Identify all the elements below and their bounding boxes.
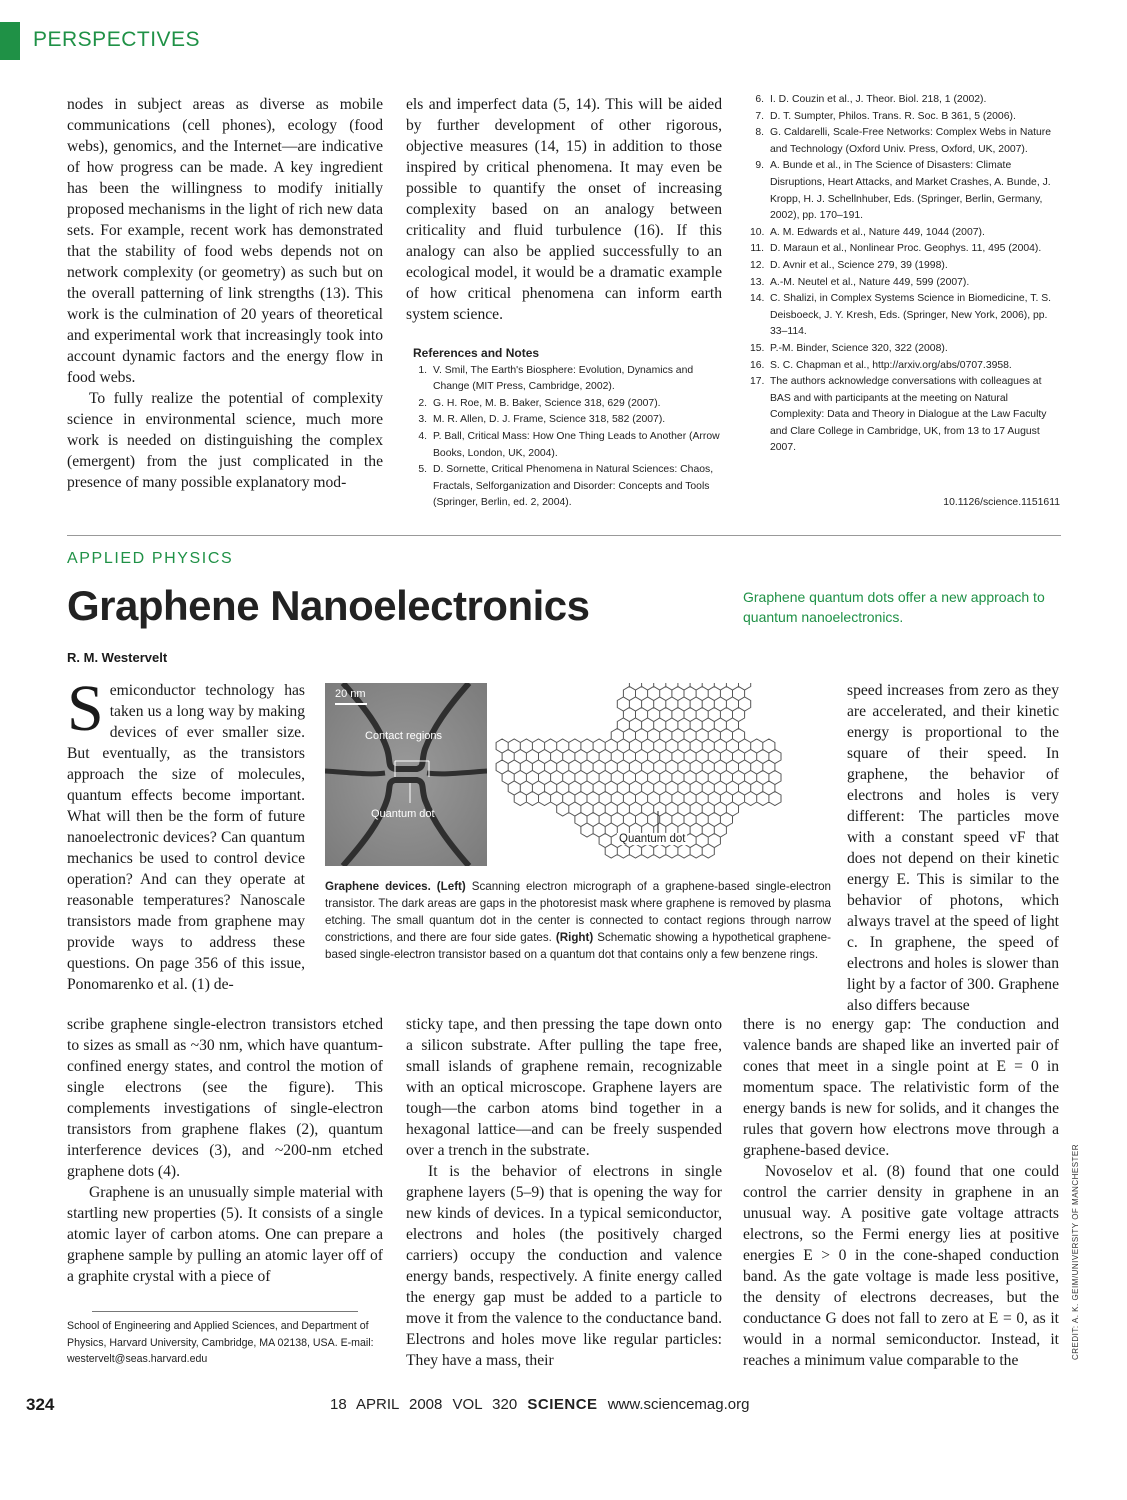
- body-col1-para-1: scribe graphene single-electron transistors etched to sizes as small as ~30 nm, which have quantum-confined energy states, and control the motion of single electrons (see the figure). This complements investigations of single-electron transistors from graphene flakes (2), quantum interference devices (3), and ~200-nm etched graphene dots (4).: [67, 1016, 383, 1180]
- sem-image-graphic: [325, 683, 487, 866]
- footnote-divider: [92, 1311, 358, 1312]
- sem-micrograph: [325, 683, 487, 866]
- body-column-1: [67, 1014, 383, 1287]
- lead-paragraph: Semiconductor technology has taken us a long way by making devices of ever smaller size. But eventually, as the transistors approach the size of molecules, quantum effects become important. What will then be the form of future nanoelectronic devices? Can quantum mechanics be used to control device operation? And can they operate at reasonable temperatures? Nanoscale transistors made from graphene may provide ways to address these questions. On page 356 of this issue, Ponomarenko et al. (1) de-: [67, 672, 305, 993]
- drop-cap: S: [67, 672, 104, 745]
- reference-item: 4. P. Ball, Critical Mass: How One Thing Leads to Another (Arrow Books, London, UK, 2004).: [418, 430, 720, 459]
- contact-regions-label: Contact regions: [365, 730, 443, 742]
- top-column-1: [67, 94, 383, 493]
- body-col2-para-1: sticky tape, and then pressing the tape down onto a silicon substrate. After pulling the tape free, small islands of graphene remain, recognizable with an optical microscope. Graphene layers are tough—the carbon atoms bind together in a hexagonal lattice—and can be freely suspended over a trench in the substrate.: [406, 1016, 722, 1159]
- caption-left-label: (Left): [436, 880, 466, 893]
- section-color-bar: [0, 22, 20, 60]
- references-title: References and Notes: [413, 346, 540, 360]
- reference-item: 15. P.-M. Binder, Science 320, 322 (2008).: [750, 342, 948, 354]
- reference-item: 1. V. Smil, The Earth's Biosphere: Evolution, Dynamics and Change (MIT Press, Cambridge, 2002).: [418, 364, 694, 393]
- reference-item: 6. I. D. Couzin et al., J. Theor. Biol. 218, 1 (2002).: [755, 94, 987, 105]
- reference-item: 3. M. R. Allen, D. J. Frame, Science 318, 582 (2007).: [418, 414, 666, 426]
- reference-item: 10. A. M. Edwards et al., Nature 449, 1044 (2007).: [750, 226, 985, 238]
- reference-item: 17. The authors acknowledge conversations with colleagues at BAS and with participants at the meeting on Natural Complexity: Data and Theory in Dialogue at the Law Faculty and Clare College in Cambridge, UK, from 13 to 17 August 2007.: [750, 376, 1047, 454]
- caption-left-text: Scanning electron micrograph of a graphene-based single-electron transistor. The dark areas are gaps in the photoresist mask where graphene is removed by plasma etching. The small quantum dot in the center is connected to contact regions through narrow constrictions, and there are four side gates.: [325, 880, 831, 944]
- section-divider: [67, 535, 1061, 536]
- top-column-2: [406, 94, 722, 325]
- body-col2-para-2: It is the behavior of electrons in single graphene layers (5–9) that is opening the way for new kinds of devices. In a typical semiconductor, electrons and holes (the positively charged carriers) occupy the conduction and valence energy bands, respectively. A finite energy called the energy gap must be added to a particle to move it from the valence to the conductance band. Electrons and holes move like regular particles: They have a mass, their: [406, 1163, 722, 1369]
- reference-item: 7. D. T. Sumpter, Philos. Trans. R. Soc. B 361, 5 (2006).: [755, 110, 1016, 122]
- article-section-label: APPLIED PHYSICS: [67, 550, 234, 567]
- graphene-schematic: [490, 683, 828, 866]
- footer-info: [330, 1396, 749, 1413]
- body-col1-para-2: Graphene is an unusually simple material with startling new properties (5). It consists of a single atomic layer of carbon atoms. One can prepare a graphene sample by pulling an atomic layer off of a graphite crystal with a piece of: [67, 1184, 383, 1285]
- right-column-top: [847, 680, 1059, 1016]
- caption-right-label: (Right): [555, 931, 594, 944]
- body-col3-para-2: Novoselov et al. (8) found that one could control the carrier density in graphene in an unusual way. A positive gate voltage attracts electrons, so the Fermi energy lies at positive energies E > 0 in the cone-shaped conduction band. As the gate voltage is made less positive, the density of electrons decreases, but the conductance G does not fall to zero at E = 0, as it would in a normal semiconductor. Instead, it reaches a minimum value comparable to the: [743, 1163, 1059, 1369]
- reference-item: 8. G. Caldarelli, Scale-Free Networks: Complex Webs in Nature and Technology (Oxford Univ. Press, Oxford, UK, 2007).: [755, 127, 1052, 155]
- figure-caption: [325, 878, 831, 963]
- article-title: Graphene Nanoelectronics: [67, 582, 590, 629]
- quantum-dot-label-right: Quantum dot: [619, 833, 686, 845]
- right-top-paragraph: speed increases from zero as they are accelerated, and their kinetic energy is proportional to the square of their speed. In graphene, the behavior of electrons and holes is very different: The particles move with a constant speed vF that does not depend on their kinetic energy E. This is similar to the behavior of photons, which always travel at the speed of light c. In graphene, the speed of electrons and holes is slower than light by a factor of 300. Graphene also differs because: [847, 682, 1059, 1014]
- body-column-2: [406, 1014, 722, 1371]
- section-tag: PERSPECTIVES: [33, 28, 201, 51]
- top-col1-para-1: nodes in subject areas as diverse as mobile communications (cell phones), ecology (food webs), genomics, and the Internet—are indicative of how progress can be made. A key ingredient has been the willingness to modify initially proposed mechanisms in the light of rich new data sets. For example, recent work has demonstrated that the stability of food webs depends not on network complexity (or geometry) as such but on the overall patterning of link strengths (13). This work is the culmination of 20 years of theoretical and experimental work that increasingly took into account dynamic factors and the energy flow in food webs.: [67, 96, 383, 386]
- reference-item: 5. D. Sornette, Critical Phenomena in Natural Sciences: Chaos, Fractals, Selforganization and Disorder: Concepts and Tools (Springer, Berlin, ed. 2, 2004).: [418, 464, 714, 509]
- journal-url[interactable]: www.sciencemag.org: [607, 1396, 750, 1413]
- top-col1-para-2: To fully realize the potential of complexity science in environmental science, much more work is needed on distinguishing the complex (emergent) from the just complicated in the presence of many possible explanatory mod-: [67, 390, 383, 491]
- reference-item: 14. C. Shalizi, in Complex Systems Science in Biomedicine, T. S. Deisboeck, J. Y. Kresh, Eds. (Springer, New York, 2006), pp. 33–114.: [750, 293, 1052, 338]
- lead-column: [67, 672, 305, 995]
- body-column-3: [743, 1014, 1059, 1371]
- article-author: R. M. Westervelt: [67, 650, 168, 665]
- volume: VOL 320: [452, 1396, 518, 1413]
- references-block-2: [750, 92, 1062, 457]
- reference-item: 2. G. H. Roe, M. B. Baker, Science 318, 629 (2007).: [418, 397, 661, 409]
- reference-item: 16. S. C. Chapman et al., http://arxiv.org/abs/0707.3958.: [750, 359, 1012, 371]
- reference-item: 13. A.-M. Neutel et al., Nature 449, 599 (2007).: [750, 276, 970, 288]
- issue-date: 18 APRIL 2008: [330, 1396, 443, 1413]
- scale-bar-label: 20 nm: [335, 688, 366, 700]
- top-col2-para: els and imperfect data (5, 14). This will be aided by further development of other rigorous, objective measures (14, 15) in addition to those inspired by critical phenomena. It may even be possible to quantify the onset of increasing complexity based on an analogy between criticality and fluid turbulence (16). If this analogy can also be applied successfully to an ecological model, it would be a dramatic example of how critical phenomena can inform earth system science.: [406, 96, 722, 323]
- image-credit: CREDIT: A. K. GEIM/UNIVERSITY OF MANCHESTER: [1071, 1143, 1080, 1360]
- hex-lattice-path: [496, 683, 781, 858]
- body-col3-para-1: there is no energy gap: The conduction and valence bands are shaped like an inverted pair of cones that meet in a single point at E = 0 in momentum space. The relativistic form of the energy bands is new for solids, and it changes the rules that govern how electrons move through a graphene-based device.: [743, 1016, 1059, 1159]
- quantum-dot-label-left: Quantum dot: [371, 808, 435, 820]
- doi: 10.1126/science.1151611: [943, 497, 1060, 508]
- page-number: 324: [26, 1395, 55, 1414]
- journal-name: SCIENCE: [527, 1396, 598, 1413]
- references-block-1: [413, 345, 722, 512]
- reference-item: 12. D. Avnir et al., Science 279, 39 (1998).: [750, 259, 948, 271]
- reference-item: 9. A. Bunde et al., in The Science of Disasters: Climate Disruptions, Heart Attacks, and Market Crashes, A. Bunde, J. Kropp, H. J. Schellnhuber, Eds. (Springer, Berlin, Germany, 2002), pp. 170–191.: [755, 160, 1051, 222]
- article-deck: Graphene quantum dots offer a new approach to quantum nanoelectronics.: [743, 589, 1045, 625]
- author-affiliation: School of Engineering and Applied Sciences, and Department of Physics, Harvard University, Cambridge, MA 02138, USA. E-mail: westervelt@seas.harvard.edu: [67, 1320, 374, 1365]
- caption-title: Graphene devices.: [325, 880, 431, 893]
- caption-right-text: Schematic showing a hypothetical graphene-based single-electron transistor based on a quantum dot that contains only a few benzene rings.: [325, 931, 831, 961]
- reference-item: 11. D. Maraun et al., Nonlinear Proc. Geophys. 11, 495 (2004).: [750, 243, 1042, 255]
